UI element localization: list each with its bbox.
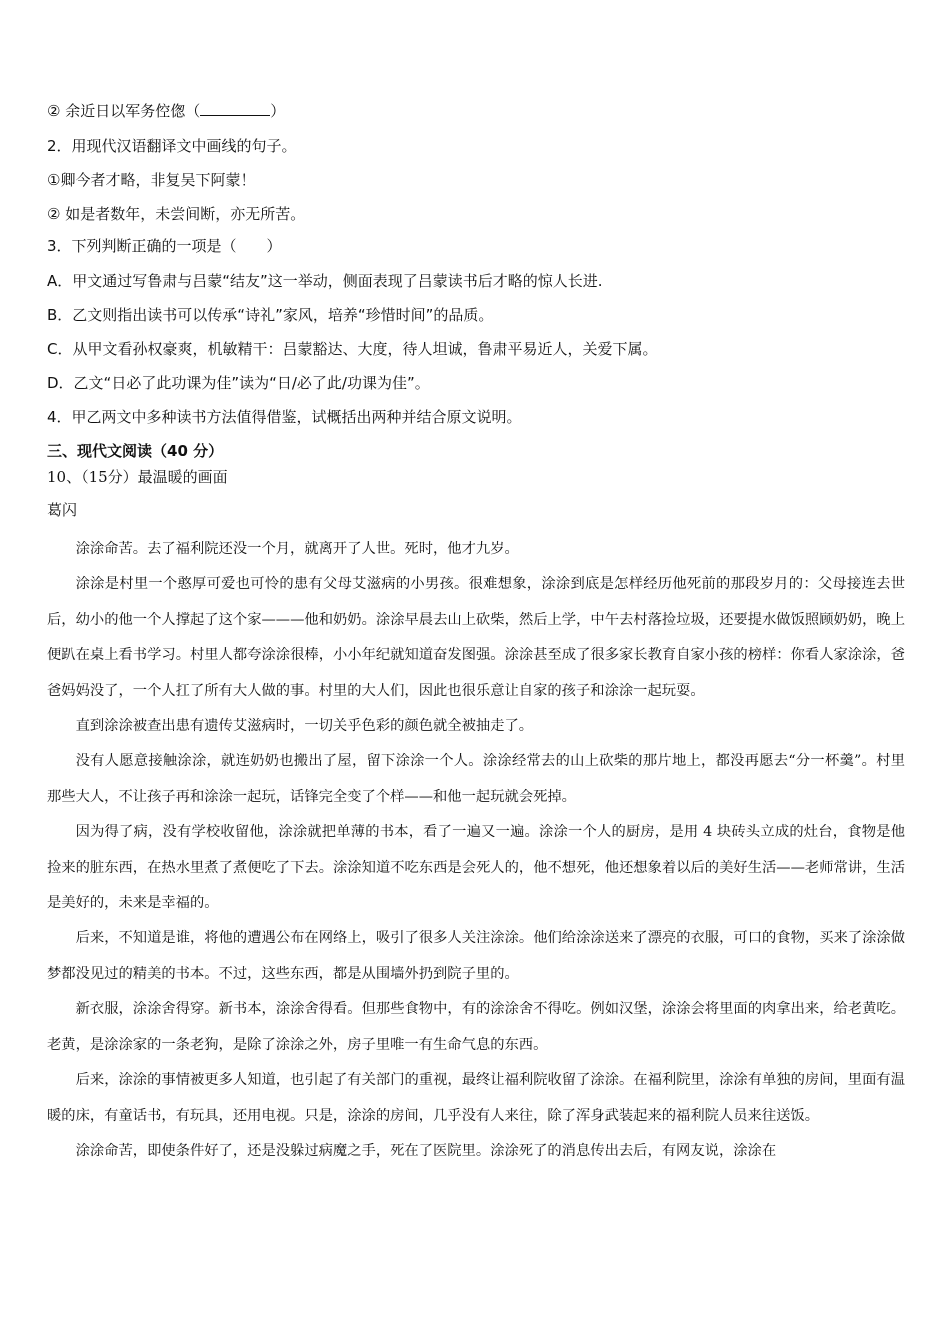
answer-blank[interactable] (200, 101, 270, 116)
article-body (47, 532, 905, 1169)
question-3-option-d: D．乙文“日必了此功课为佳”读为“日/必了此/功课为佳”。 (47, 374, 430, 392)
article-author: 葛闪 (47, 501, 78, 519)
question-3-option-c: C．从甲文看孙权豪爽，机敏精干：吕蒙豁达、大度，待人坦诚，鲁肃平易近人，关爱下属。 (47, 340, 658, 358)
article-paragraph: 后来，不知道是谁，将他的遭遇公布在网络上，吸引了很多人关注涂涂。他们给涂涂送来了漂亮的衣服，可口的食物，买来了涂涂做梦都没见过的精美的书本。不过，这些东西，都是从围墙外扔到院子里的。 (47, 930, 905, 982)
article-paragraph: 涂涂是村里一个憨厚可爱也可怜的患有父母艾滋病的小男孩。很难想象，涂涂到底是怎样经历他死前的那段岁月的：父母接连去世后，幼小的他一个人撑起了这个家———他和奶奶。涂涂早晨去山上砍柴，然后上学，中午去村落捡垃圾，还要提水做饭照顾奶奶，晚上便趴在桌上看书学习。村里人都夸涂涂很棒，小小年纪就知道奋发图强。涂涂甚至成了很多家长教育自家小孩的榜样：你看人家涂涂，爸爸妈妈没了，一个人扛了所有大人做的事。村里的大人们，因此也很乐意让自家的孩子和涂涂一起玩耍。 (47, 576, 905, 699)
question-10-header: 10、（15分）最温暖的画面 (47, 468, 228, 486)
section-title: 三、现代文阅读（40 分） (47, 442, 224, 460)
article-paragraph: 涂涂命苦。去了福利院还没一个月，就离开了人世。死时，他才九岁。 (75, 541, 519, 557)
article-paragraph: 没有人愿意接触涂涂，就连奶奶也搬出了屋，留下涂涂一个人。涂涂经常去的山上砍柴的那片地上，都没再愿去“分一杯羹”。村里那些大人，不让孩子再和涂涂一起玩，话锋完全变了个样——和他一起玩就会死掉。 (47, 753, 905, 805)
article-paragraph: 涂涂命苦，即使条件好了，还是没躲过病魔之手，死在了医院里。涂涂死了的消息传出去后，有网友说，涂涂在 (75, 1142, 777, 1159)
article-paragraph: 直到涂涂被查出患有遗传艾滋病时，一切关乎色彩的颜色就全被抽走了。 (75, 718, 534, 735)
article-paragraph: 后来，涂涂的事情被更多人知道，也引起了有关部门的重视，最终让福利院收留了涂涂。在福利院里，涂涂有单独的房间，里面有温暖的床，有童话书，有玩具，还用电视。只是，涂涂的房间，几乎没有人来往，除了浑身武装起来的福利院人员来往送饭。 (47, 1072, 905, 1124)
question-3: 3．下列判断正确的一项是（ ） (47, 237, 282, 255)
question-2: 2．用现代汉语翻译文中画线的句子。 (47, 137, 297, 155)
question-item-2-close: ） (270, 102, 286, 120)
question-3-option-a: A．甲文通过写鲁肃与吕蒙“结友”这一举动，侧面表现了吕蒙读书后才略的惊人长进. (47, 272, 603, 290)
article-paragraph: 因为得了病，没有学校收留他，涂涂就把单薄的书本，看了一遍又一遍。涂涂一个人的厨房，是用 4 块砖头立成的灶台，食物是他捡来的脏东西，在热水里煮了煮便吃了下去。涂涂知道不吃东西是会死人的，他不想死，他还想象着以后的美好生活——老师常讲，生活是美好的，未来是幸福的。 (47, 824, 905, 912)
question-2-sentence-2: ② 如是者数年，未尝间断，亦无所苦。 (47, 205, 306, 223)
question-4: 4．甲乙两文中多种读书方法值得借鉴，试概括出两种并结合原文说明。 (47, 408, 522, 426)
question-2-sentence-1: ①卿今者才略，非复吴下阿蒙！ (47, 171, 256, 189)
question-item-2-text: ② 余近日以军务倥偬（ (47, 102, 201, 120)
question-item-2 (47, 101, 907, 121)
article-paragraph: 新衣服，涂涂舍得穿。新书本，涂涂舍得看。但那些食物中，有的涂涂舍不得吃。例如汉堡，涂涂会将里面的肉拿出来，给老黄吃。老黄，是涂涂家的一条老狗，是除了涂涂之外，房子里唯一有生命气息的东西。 (47, 1001, 905, 1053)
question-3-option-b: B．乙文则指出读书可以传承“诗礼”家风，培养“珍惜时间”的品质。 (47, 306, 494, 324)
